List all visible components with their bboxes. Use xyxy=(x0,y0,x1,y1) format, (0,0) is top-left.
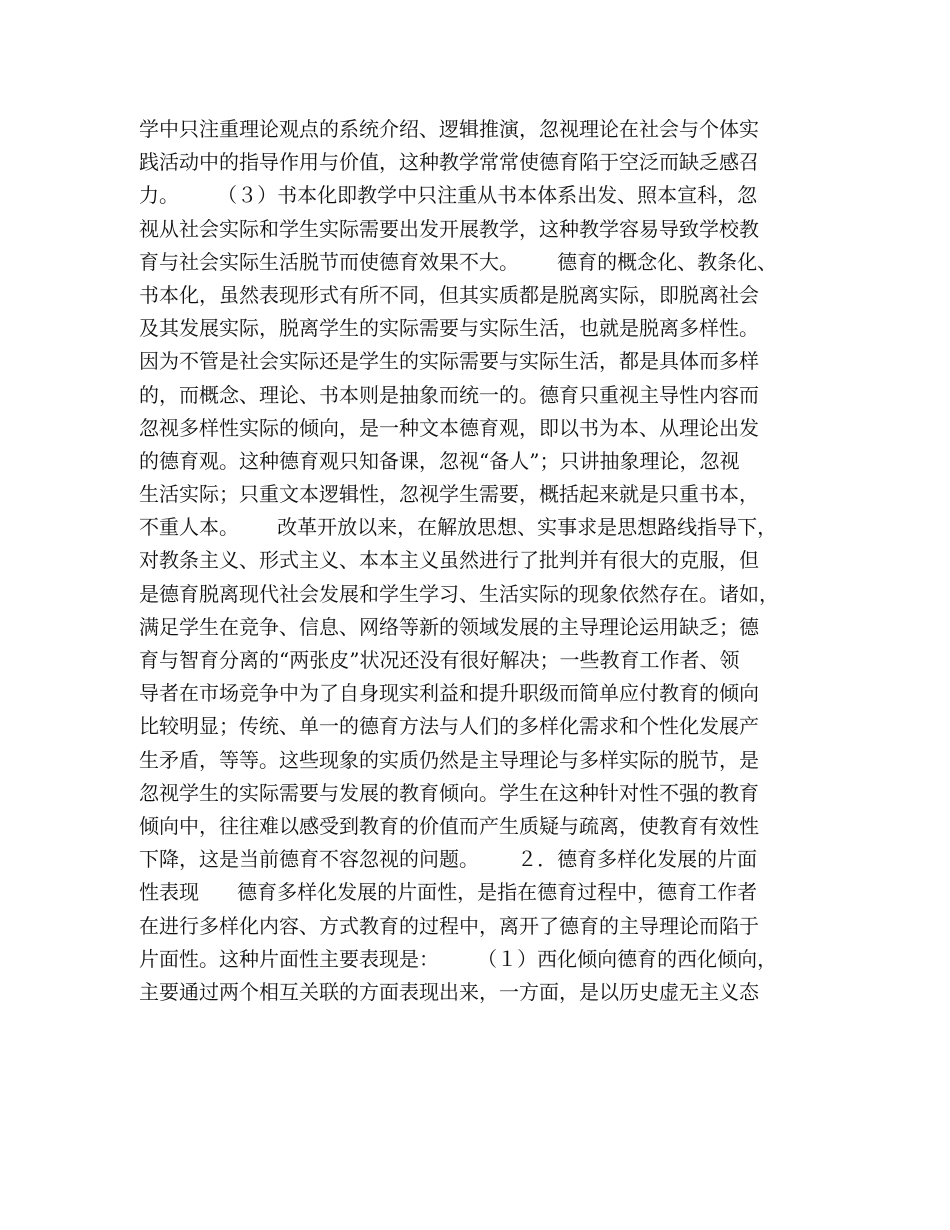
text-line: 的，而概念、理论、书本则是抽象而统一的。德育只重视主导性内容而 xyxy=(139,382,759,407)
text-line: 片面性。这种片面性主要表现是： （１）西化倾向德育的西化倾向， xyxy=(139,946,778,971)
text-line: 满足学生在竞争、信息、网络等新的领域发展的主导理论运用缺乏；德 xyxy=(139,614,759,639)
text-line: 力。 （３）书本化即教学中只注重从书本体系出发、照本宣科，忽 xyxy=(139,183,758,208)
text-line: 是德育脱离现代社会发展和学生学习、生活实际的现象依然存在。诸如， xyxy=(139,581,779,606)
text-line: 倾向中，往往难以感受到教育的价值而产生质疑与疏离，使教育有效性 xyxy=(139,813,759,838)
text-line: 学中只注重理论观点的系统介绍、逻辑推演，忽视理论在社会与个体实 xyxy=(139,117,759,141)
text-line: 性表现 德育多样化发展的片面性，是指在德育过程中，德育工作者 xyxy=(139,880,758,905)
text-line: 主要通过两个相互关联的方面表现出来，一方面，是以历史虚无主义态 xyxy=(139,979,759,1004)
text-line: 比较明显；传统、单一的德育方法与人们的多样化需求和个性化发展产 xyxy=(139,714,759,739)
text-line: 育与智育分离的“两张皮”状况还没有很好解决；一些教育工作者、领 xyxy=(139,648,740,672)
text-line: 忽视学生的实际需要与发展的教育倾向。学生在这种针对性不强的教育 xyxy=(139,780,759,805)
text-line: 生活实际；只重文本逻辑性，忽视学生需要，概括起来就是只重书本， xyxy=(139,482,759,507)
text-line: 忽视多样性实际的倾向，是一种文本德育观，即以书为本、从理论出发 xyxy=(139,415,759,440)
text-line: 育与社会实际生活脱节而使德育效果不大。 德育的概念化、教条化、 xyxy=(139,249,778,274)
text-line: 及其发展实际，脱离学生的实际需要与实际生活，也就是脱离多样性。 xyxy=(139,316,759,341)
text-line: 因为不管是社会实际还是学生的实际需要与实际生活，都是具体而多样 xyxy=(139,349,759,374)
text-line: 对教条主义、形式主义、本本主义虽然进行了批判并有很大的克服，但 xyxy=(139,548,759,573)
text-line: 践活动中的指导作用与价值，这种教学常常使德育陷于空泛而缺乏感召 xyxy=(139,150,759,175)
text-line: 导者在市场竞争中为了自身现实利益和提升职级而简单应付教育的倾向 xyxy=(139,681,759,706)
text-line: 在进行多样化内容、方式教育的过程中，离开了德育的主导理论而陷于 xyxy=(139,913,759,938)
text-line: 生矛盾，等等。这些现象的实质仍然是主导理论与多样实际的脱节，是 xyxy=(139,747,759,772)
text-line: 视从社会实际和学生实际需要出发开展教学，这种教学容易导致学校教 xyxy=(139,216,759,241)
text-line: 的德育观。这种德育观只知备课，忽视“备人”；只讲抽象理论，忽视 xyxy=(139,448,740,473)
text-line: 书本化，虽然表现形式有所不同，但其实质都是脱离实际，即脱离社会 xyxy=(139,282,759,307)
text-line: 不重人本。 改革开放以来，在解放思想、实事求是思想路线指导下， xyxy=(139,515,778,540)
body-text xyxy=(139,113,829,1009)
text-line: 下降，这是当前德育不容忽视的问题。 ２．德育多样化发展的片面 xyxy=(139,847,758,872)
